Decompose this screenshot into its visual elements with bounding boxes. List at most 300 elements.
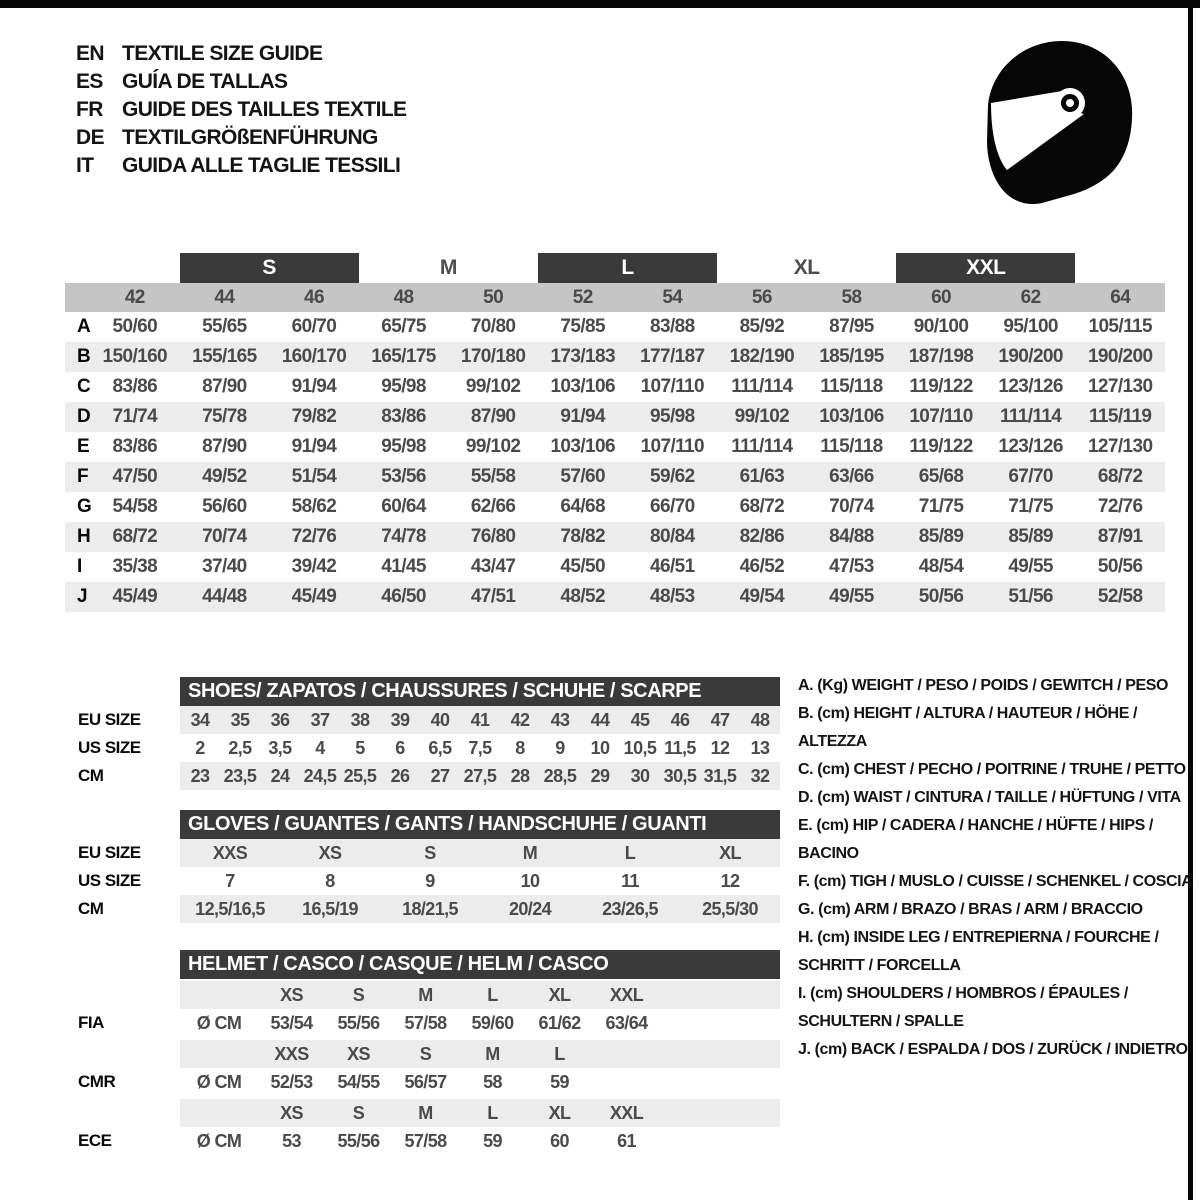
size-value: 49/54 bbox=[739, 586, 785, 607]
size-value: 115/119 bbox=[1089, 406, 1152, 427]
textile-row-f bbox=[65, 462, 1165, 492]
size-value: 62/66 bbox=[470, 496, 516, 517]
size-value: 87/95 bbox=[829, 316, 874, 337]
size-value: 103/106 bbox=[819, 406, 884, 427]
shoes-cm-label: CM bbox=[78, 766, 104, 785]
size-value: 49/52 bbox=[202, 466, 247, 487]
size-value: 84/88 bbox=[829, 526, 874, 547]
size-value: 58 bbox=[483, 1071, 502, 1092]
legend-item-f: F. (cm) TIGH / MUSLO / CUISSE / SCHENKEL / COSCIA bbox=[798, 873, 1193, 890]
size-value: 190/200 bbox=[1087, 346, 1153, 367]
size-value: 71/75 bbox=[918, 496, 964, 517]
helmet-fia-label: FIA bbox=[78, 1013, 104, 1032]
numeric-size: 60 bbox=[931, 286, 951, 308]
legend-item-a: A. (Kg) WEIGHT / PESO / POIDS / GEWITCH / PESO bbox=[798, 677, 1169, 694]
size-value: 47/53 bbox=[829, 556, 874, 577]
shoes-eu-size-label: EU SIZE bbox=[78, 710, 141, 729]
language-code: DE bbox=[76, 126, 104, 149]
size-value: 16,5/19 bbox=[302, 898, 358, 919]
size-value: 41 bbox=[470, 709, 490, 730]
size-group-xl: XL bbox=[793, 256, 820, 279]
size-value: 55/56 bbox=[337, 1130, 380, 1151]
size-value: 49/55 bbox=[829, 586, 874, 607]
language-title: GUÍA DE TALLAS bbox=[122, 70, 288, 93]
textile-row-i bbox=[65, 552, 1165, 582]
size-value: 91/94 bbox=[291, 376, 337, 397]
helmet-section-ece bbox=[180, 1099, 780, 1155]
size-value: 52/53 bbox=[270, 1071, 313, 1092]
numeric-size: 52 bbox=[572, 286, 593, 308]
size-value: 25,5/30 bbox=[702, 898, 758, 919]
size-value: 61 bbox=[617, 1130, 636, 1151]
size-value: 58/62 bbox=[291, 496, 337, 517]
helmet-size: XL bbox=[548, 1102, 571, 1123]
size-value: 72/76 bbox=[1097, 496, 1143, 517]
size-value: 80/84 bbox=[650, 526, 695, 547]
size-value: 45/49 bbox=[291, 586, 337, 607]
helmet-size: XXL bbox=[609, 984, 644, 1005]
size-value: 32 bbox=[750, 765, 770, 786]
size-value: 83/86 bbox=[112, 436, 158, 457]
size-value: 51/56 bbox=[1008, 586, 1053, 607]
size-value: 11 bbox=[621, 870, 639, 891]
numeric-size: 48 bbox=[393, 286, 414, 308]
size-value: 160/170 bbox=[281, 346, 347, 367]
size-value: 71/74 bbox=[112, 406, 158, 427]
size-value: 48/53 bbox=[650, 586, 695, 607]
size-value: 3,5 bbox=[268, 737, 292, 758]
size-value: 30,5 bbox=[663, 765, 697, 786]
size-value: 27 bbox=[430, 765, 450, 786]
size-value: 123/126 bbox=[998, 376, 1063, 397]
size-value: 70/74 bbox=[829, 496, 874, 517]
size-value: 28,5 bbox=[543, 765, 577, 786]
size-value: 10,5 bbox=[623, 737, 657, 758]
numeric-size: 42 bbox=[124, 286, 145, 308]
size-value: 27,5 bbox=[463, 765, 497, 786]
row-label: F bbox=[77, 466, 89, 487]
size-value: 185/195 bbox=[819, 346, 884, 367]
size-value: 35 bbox=[230, 709, 250, 730]
size-value: 37/40 bbox=[202, 556, 247, 577]
size-value: 65/75 bbox=[381, 316, 426, 337]
size-value: 46/51 bbox=[650, 556, 695, 577]
language-title: TEXTILGRÖßENFÜHRUNG bbox=[122, 126, 378, 149]
size-value: 67/70 bbox=[1008, 466, 1053, 487]
size-value: 60/64 bbox=[381, 496, 426, 517]
racing-helmet-icon bbox=[972, 33, 1147, 213]
textile-table-body bbox=[65, 312, 1165, 612]
size-group-m: M bbox=[439, 256, 457, 279]
language-title: GUIDE DES TAILLES TEXTILE bbox=[122, 98, 407, 121]
size-value: 115/118 bbox=[820, 376, 883, 397]
size-value: 4 bbox=[315, 737, 325, 758]
size-value: 12,5/16,5 bbox=[195, 898, 265, 919]
size-value: 59/60 bbox=[471, 1012, 514, 1033]
size-value: 85/89 bbox=[918, 526, 964, 547]
size-value: 51/54 bbox=[291, 466, 337, 487]
size-value: 48/52 bbox=[560, 586, 605, 607]
size-value: 111/114 bbox=[731, 376, 793, 397]
size-value: 61/62 bbox=[538, 1012, 581, 1033]
helmet-size-header bbox=[180, 981, 780, 1009]
row-label: J bbox=[77, 586, 88, 607]
language-title: GUIDA ALLE TAGLIE TESSILI bbox=[122, 154, 401, 177]
size-value: 53/54 bbox=[270, 1012, 313, 1033]
numeric-size: 46 bbox=[303, 286, 324, 308]
measurement-legend bbox=[798, 672, 1198, 1064]
size-value: 66/70 bbox=[650, 496, 695, 517]
size-value: 7 bbox=[225, 870, 235, 891]
size-value: 103/106 bbox=[550, 376, 615, 397]
helmet-section-fia bbox=[180, 981, 780, 1037]
textile-row-c bbox=[65, 372, 1165, 402]
size-value: M bbox=[522, 842, 538, 863]
helmet-table bbox=[180, 950, 780, 1155]
size-value: 47/51 bbox=[470, 586, 516, 607]
gloves-row-0 bbox=[180, 839, 780, 867]
size-group-row bbox=[65, 253, 1165, 283]
size-value: 45/49 bbox=[112, 586, 158, 607]
size-value: L bbox=[624, 842, 636, 863]
size-value: 37 bbox=[310, 709, 330, 730]
size-value: 105/115 bbox=[1088, 316, 1152, 337]
numeric-size-row bbox=[65, 283, 1165, 312]
shoes-table-title: SHOES/ ZAPATOS / CHAUSSURES / SCHUHE / SCARPE bbox=[180, 677, 780, 706]
size-value: 34 bbox=[190, 709, 210, 730]
size-value: 53/56 bbox=[381, 466, 426, 487]
language-row-de bbox=[76, 124, 406, 152]
textile-row-g bbox=[65, 492, 1165, 522]
size-value: 74/78 bbox=[381, 526, 426, 547]
size-value: 6,5 bbox=[428, 737, 452, 758]
size-value: 46/52 bbox=[739, 556, 785, 577]
language-row-fr bbox=[76, 96, 406, 124]
size-value: 95/100 bbox=[1003, 316, 1058, 337]
language-title: TEXTILE SIZE GUIDE bbox=[122, 42, 323, 65]
diameter-unit: Ø CM bbox=[196, 1012, 242, 1033]
size-value: 87/90 bbox=[470, 406, 516, 427]
textile-row-b bbox=[65, 342, 1165, 372]
helmet-size: S bbox=[419, 1043, 432, 1064]
helmet-size: L bbox=[554, 1043, 565, 1064]
helmet-table-title: HELMET / CASCO / CASQUE / HELM / CASCO bbox=[180, 950, 780, 979]
shoes-row-2 bbox=[180, 762, 780, 790]
language-code: FR bbox=[76, 98, 103, 121]
size-group-s: S bbox=[180, 253, 359, 283]
size-value: 35/38 bbox=[112, 556, 158, 577]
size-value: 43/47 bbox=[470, 556, 516, 577]
size-value: 38 bbox=[350, 709, 370, 730]
size-value: 170/180 bbox=[460, 346, 526, 367]
size-value: 54/58 bbox=[112, 496, 158, 517]
language-title-list bbox=[76, 40, 406, 180]
size-value: 83/86 bbox=[112, 376, 158, 397]
size-value: 54/55 bbox=[337, 1071, 380, 1092]
size-value: 31,5 bbox=[703, 765, 737, 786]
gloves-eu-size-label: EU SIZE bbox=[78, 843, 141, 862]
size-value: 53 bbox=[282, 1130, 301, 1151]
size-value: 13 bbox=[750, 737, 770, 758]
size-value: 95/98 bbox=[650, 406, 695, 427]
helmet-section-cmr bbox=[180, 1040, 780, 1096]
legend-item-g: G. (cm) ARM / BRAZO / BRAS / ARM / BRACCIO bbox=[798, 901, 1143, 918]
shoes-table bbox=[180, 677, 780, 790]
size-value: 45/50 bbox=[560, 556, 605, 577]
size-value: 82/86 bbox=[739, 526, 785, 547]
textile-row-h bbox=[65, 522, 1165, 552]
gloves-table-rows bbox=[180, 839, 780, 923]
helmet-size: XL bbox=[548, 984, 571, 1005]
gloves-table-title: GLOVES / GUANTES / GANTS / HANDSCHUHE / GUANTI bbox=[180, 810, 780, 839]
size-value: 6 bbox=[395, 737, 405, 758]
gloves-row-2 bbox=[180, 895, 780, 923]
size-value: 9 bbox=[555, 737, 565, 758]
size-value: 91/94 bbox=[291, 436, 337, 457]
row-label: B bbox=[77, 346, 91, 367]
size-value: 155/165 bbox=[192, 346, 257, 367]
size-value: 85/89 bbox=[1008, 526, 1053, 547]
size-value: 26 bbox=[390, 765, 410, 786]
legend-item-c: C. (cm) CHEST / PECHO / POITRINE / TRUHE / PETTO bbox=[798, 761, 1186, 778]
size-value: 47/50 bbox=[112, 466, 158, 487]
helmet-size: L bbox=[487, 984, 498, 1005]
size-value: 83/86 bbox=[381, 406, 426, 427]
size-value: 87/90 bbox=[202, 436, 247, 457]
size-value: 49/55 bbox=[1008, 556, 1053, 577]
size-value: S bbox=[424, 842, 436, 863]
size-value: 68/72 bbox=[739, 496, 785, 517]
size-value: 46/50 bbox=[381, 586, 426, 607]
diameter-unit: Ø CM bbox=[196, 1130, 242, 1151]
size-value: 95/98 bbox=[381, 436, 426, 457]
textile-row-a bbox=[65, 312, 1165, 342]
row-label: H bbox=[77, 526, 91, 547]
size-value: 43 bbox=[550, 709, 570, 730]
row-label: A bbox=[77, 316, 91, 337]
size-value: 10 bbox=[590, 737, 610, 758]
size-value: 87/91 bbox=[1097, 526, 1143, 547]
helmet-ece-label: ECE bbox=[78, 1131, 112, 1150]
size-value: 95/98 bbox=[381, 376, 426, 397]
numeric-size: 58 bbox=[841, 286, 862, 308]
row-label: D bbox=[77, 406, 91, 427]
size-value: 75/78 bbox=[202, 406, 247, 427]
size-value: 11,5 bbox=[664, 737, 696, 758]
size-value: 63/66 bbox=[829, 466, 874, 487]
size-value: 85/92 bbox=[739, 316, 785, 337]
size-value: 23/26,5 bbox=[602, 898, 658, 919]
size-value: 78/82 bbox=[560, 526, 605, 547]
size-value: 111/114 bbox=[731, 436, 793, 457]
shoes-row-0 bbox=[180, 706, 780, 734]
size-value: 8 bbox=[325, 870, 335, 891]
size-value: 39/42 bbox=[291, 556, 337, 577]
size-value: 68/72 bbox=[112, 526, 158, 547]
size-value: 24 bbox=[270, 765, 290, 786]
size-value: 42 bbox=[510, 709, 530, 730]
size-value: 177/187 bbox=[640, 346, 705, 367]
size-value: 59/62 bbox=[650, 466, 695, 487]
size-value: 59 bbox=[550, 1071, 569, 1092]
size-value: 68/72 bbox=[1097, 466, 1143, 487]
size-value: 5 bbox=[355, 737, 365, 758]
textile-row-e bbox=[65, 432, 1165, 462]
helmet-size: XS bbox=[280, 1102, 303, 1123]
language-row-it bbox=[76, 152, 406, 180]
helmet-value-row bbox=[180, 1127, 780, 1155]
gloves-us-size-label: US SIZE bbox=[78, 871, 141, 890]
helmet-size: XXS bbox=[274, 1043, 309, 1064]
size-value: 83/88 bbox=[650, 316, 695, 337]
row-label: C bbox=[77, 376, 91, 397]
gloves-table bbox=[180, 810, 780, 923]
shoes-table-rows bbox=[180, 706, 780, 790]
size-value: 24,5 bbox=[303, 765, 337, 786]
size-value: 56/57 bbox=[404, 1071, 447, 1092]
size-value: 55/58 bbox=[470, 466, 516, 487]
size-value: 187/198 bbox=[908, 346, 974, 367]
diameter-unit: Ø CM bbox=[196, 1071, 242, 1092]
size-group-l: L bbox=[538, 253, 717, 283]
language-code: EN bbox=[76, 42, 104, 65]
size-value: 111/114 bbox=[999, 406, 1062, 427]
size-value: 10 bbox=[520, 870, 540, 891]
size-value: 40 bbox=[430, 709, 450, 730]
helmet-size: M bbox=[418, 984, 433, 1005]
numeric-size: 44 bbox=[214, 286, 235, 308]
numeric-size: 50 bbox=[483, 286, 504, 308]
size-value: 99/102 bbox=[465, 376, 521, 397]
size-value: 75/85 bbox=[560, 316, 605, 337]
size-value: 123/126 bbox=[998, 436, 1063, 457]
size-value: 2 bbox=[195, 737, 205, 758]
size-value: 57/58 bbox=[404, 1130, 447, 1151]
size-value: 48 bbox=[750, 709, 770, 730]
textile-row-d bbox=[65, 402, 1165, 432]
size-value: 25,5 bbox=[343, 765, 377, 786]
size-value: 90/100 bbox=[913, 316, 969, 337]
language-code: IT bbox=[76, 154, 94, 177]
size-value: 57/58 bbox=[404, 1012, 447, 1033]
size-value: 60 bbox=[550, 1130, 569, 1151]
size-value: 107/110 bbox=[640, 376, 704, 397]
helmet-value-row bbox=[180, 1009, 780, 1037]
size-value: 127/130 bbox=[1087, 436, 1153, 457]
size-value: 48/54 bbox=[918, 556, 964, 577]
legend-item-j: J. (cm) BACK / ESPALDA / DOS / ZURÜCK / INDIETRO bbox=[798, 1041, 1188, 1058]
size-value: 115/118 bbox=[820, 436, 883, 457]
helmet-size-header bbox=[180, 1099, 780, 1127]
size-value: 55/56 bbox=[337, 1012, 380, 1033]
numeric-size: 56 bbox=[751, 286, 772, 308]
language-row-es bbox=[76, 68, 406, 96]
size-value: XL bbox=[719, 842, 741, 863]
helmet-size: S bbox=[352, 1102, 365, 1123]
size-value: XS bbox=[318, 842, 342, 863]
size-value: 52/58 bbox=[1097, 586, 1143, 607]
size-value: 56/60 bbox=[202, 496, 247, 517]
size-value: 63/64 bbox=[605, 1012, 648, 1033]
row-label: I bbox=[77, 556, 83, 577]
size-value: 76/80 bbox=[470, 526, 516, 547]
helmet-table-sections bbox=[180, 981, 780, 1155]
size-value: 44/48 bbox=[202, 586, 247, 607]
size-value: 190/200 bbox=[998, 346, 1063, 367]
row-label: G bbox=[77, 496, 92, 517]
size-value: 12 bbox=[710, 737, 730, 758]
size-value: 41/45 bbox=[381, 556, 426, 577]
size-value: 45 bbox=[630, 709, 650, 730]
size-value: 8 bbox=[515, 737, 525, 758]
size-value: 165/175 bbox=[371, 346, 436, 367]
helmet-size: M bbox=[485, 1043, 500, 1064]
size-value: 60/70 bbox=[291, 316, 337, 337]
size-value: 72/76 bbox=[291, 526, 337, 547]
size-value: 103/106 bbox=[550, 436, 615, 457]
size-value: 173/183 bbox=[550, 346, 615, 367]
size-value: 65/68 bbox=[918, 466, 964, 487]
size-value: 119/122 bbox=[909, 436, 973, 457]
legend-item-i: I. (cm) SHOULDERS / HOMBROS / ÉPAULES / SCHULTERN / SPALLE bbox=[798, 985, 1128, 1030]
size-value: 59 bbox=[483, 1130, 502, 1151]
helmet-size: XXL bbox=[609, 1102, 644, 1123]
size-value: 70/74 bbox=[202, 526, 247, 547]
textile-size-table bbox=[65, 253, 1165, 612]
shoes-row-1 bbox=[180, 734, 780, 762]
size-value: 91/94 bbox=[560, 406, 605, 427]
helmet-value-row bbox=[180, 1068, 780, 1096]
helmet-cmr-label: CMR bbox=[78, 1072, 116, 1091]
size-value: 119/122 bbox=[909, 376, 973, 397]
size-value: 99/102 bbox=[734, 406, 790, 427]
legend-item-e: E. (cm) HIP / CADERA / HANCHE / HÜFTE / HIPS / BACINO bbox=[798, 817, 1153, 862]
size-value: 18/21,5 bbox=[402, 898, 458, 919]
size-value: 39 bbox=[390, 709, 410, 730]
size-value: 50/56 bbox=[1097, 556, 1143, 577]
size-value: 30 bbox=[630, 765, 650, 786]
size-value: 46 bbox=[670, 709, 690, 730]
size-value: 127/130 bbox=[1087, 376, 1153, 397]
legend-item-b: B. (cm) HEIGHT / ALTURA / HAUTEUR / HÖHE / ALTEZZA bbox=[798, 705, 1138, 750]
size-value: 79/82 bbox=[291, 406, 337, 427]
size-value: 20/24 bbox=[508, 898, 552, 919]
size-value: 28 bbox=[510, 765, 530, 786]
size-value: 150/160 bbox=[102, 346, 168, 367]
size-value: 2,5 bbox=[228, 737, 252, 758]
size-value: 50/60 bbox=[112, 316, 158, 337]
size-value: 64/68 bbox=[560, 496, 605, 517]
numeric-size: 54 bbox=[662, 286, 683, 308]
language-code: ES bbox=[76, 70, 103, 93]
helmet-size: M bbox=[418, 1102, 433, 1123]
legend-item-h: H. (cm) INSIDE LEG / ENTREPIERNA / FOURCHE / SCHRITT / FORCELLA bbox=[798, 929, 1159, 974]
size-value: 107/110 bbox=[909, 406, 973, 427]
shoes-us-size-label: US SIZE bbox=[78, 738, 141, 757]
helmet-size: S bbox=[352, 984, 365, 1005]
size-value: 23,5 bbox=[223, 765, 257, 786]
textile-row-j bbox=[65, 582, 1165, 612]
numeric-size: 62 bbox=[1020, 286, 1041, 308]
size-value: 29 bbox=[590, 765, 610, 786]
size-value: 50/56 bbox=[918, 586, 964, 607]
size-value: 23 bbox=[190, 765, 210, 786]
size-value: 87/90 bbox=[202, 376, 247, 397]
row-label: E bbox=[77, 436, 90, 457]
size-value: 9 bbox=[425, 870, 435, 891]
size-value: 44 bbox=[590, 709, 610, 730]
size-value: 7,5 bbox=[468, 737, 492, 758]
